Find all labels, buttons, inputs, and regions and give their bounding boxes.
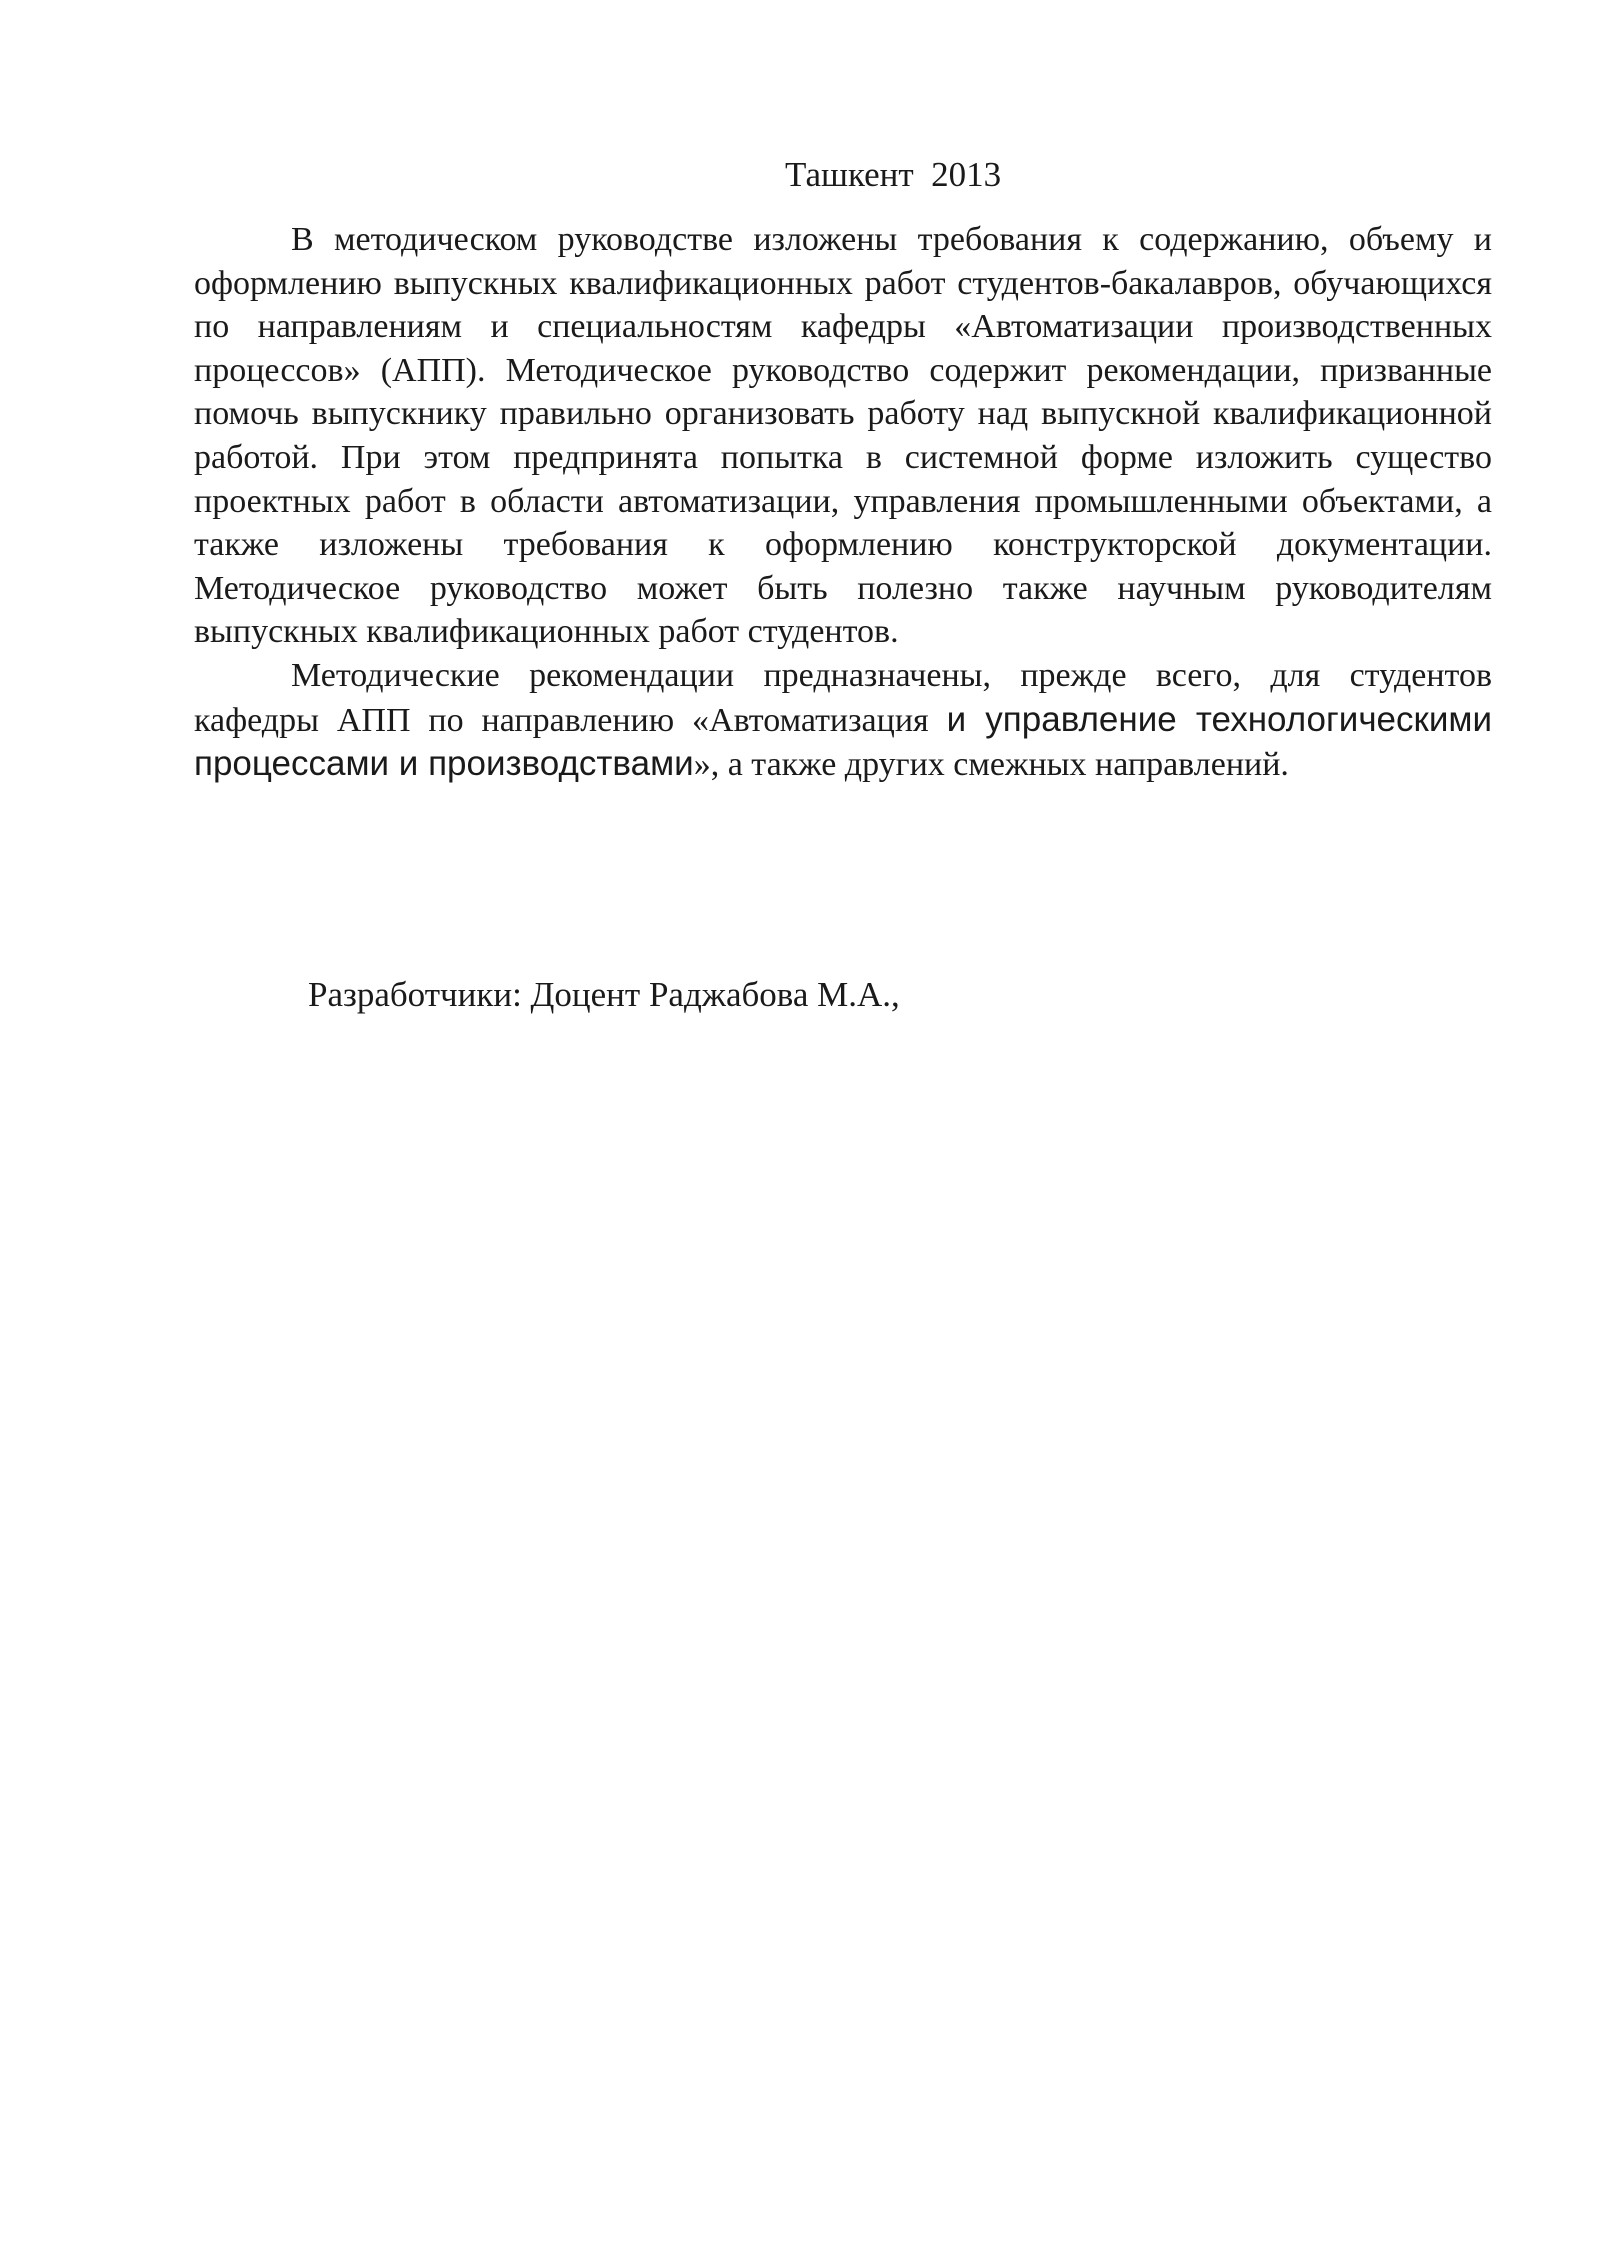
document-body: [194, 218, 1492, 787]
paragraph-audience-part1: Методические рекомендации предназначены, прежде всего, для студентов кафедры АПП по направлению «Автоматизация: [194, 656, 1492, 739]
paragraph-description: В методическом руководстве изложены требования к содержанию, объему и оформлению выпускных квалификационных работ студентов-бакалавров, обучающихся по направлениям и специальностям кафедры «Автоматизации производственных процессов» (АПП). Методическое руководство содержит рекомендации, призванные помочь выпускнику правильно организовать работу над выпускной квалификационной работой. При этом предпринята попытка в системной форме изложить существо проектных работ в области автоматизации, управления промышленными объектами, а также изложены требования к оформлению конструкторской документации. Методическое руководство может быть полезно также научным руководителям выпускных квалификационных работ студентов.: [194, 221, 1492, 651]
developers-line: Разработчики: Доцент Раджабова М.А.,: [308, 975, 900, 1014]
paragraph-audience-part3: », а также других смежных направлений.: [693, 746, 1289, 784]
paragraph-audience: [194, 654, 1492, 787]
city-year-heading: Ташкент 2013: [785, 155, 1002, 194]
paragraph-audience-part2: и управление технологическими процессами и производствами: [194, 699, 1493, 784]
